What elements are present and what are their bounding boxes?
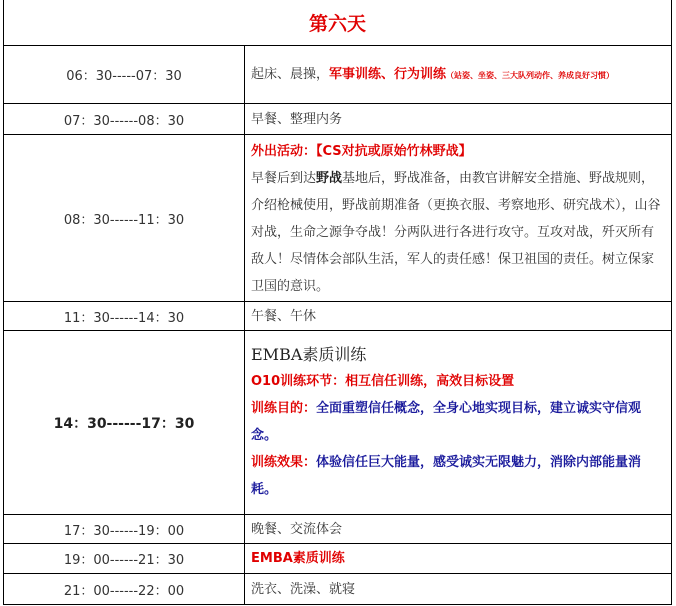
training-goal: 训练目的：全面重塑信任概念，全身心地实现目标，建立诚实守信观念。	[251, 401, 642, 443]
activity-cell	[245, 135, 672, 302]
time-cell: 17：30------19：00	[4, 515, 245, 544]
time-cell: 07：30------08：30	[4, 104, 245, 135]
table-row	[4, 515, 672, 544]
activity-cell	[245, 46, 672, 104]
activity-highlight: 军事训练、行为训练	[329, 66, 447, 82]
activity-description: 早餐后到达野战基地后，野战准备，由教官讲解安全措施、野战规则，介绍枪械使用，野战前期准备（更换衣服、考察地形、研究战术），山谷对战，生命之源争夺战！分两队进行各进行攻守。互攻对战，歼灭所有敌人！尽情体会部队生活，军人的责任感！保卫祖国的责任。树立保家卫国的意识。	[251, 171, 661, 294]
time-cell: 14：30------17：30	[4, 331, 245, 515]
activity-cell: 洗衣、洗澡、就寝	[245, 574, 672, 605]
time-cell: 11：30------14：30	[4, 302, 245, 331]
activity-note: （站姿、坐姿、三大队列动作、养成良好习惯）	[446, 70, 615, 80]
activity-cell: EMBA素质训练	[245, 544, 672, 574]
training-session: O10训练环节：相互信任训练，高效目标设置	[251, 374, 515, 389]
table-row	[4, 302, 672, 331]
activity-cell: 午餐、午休	[245, 302, 672, 331]
day-title: 第六天	[4, 0, 672, 46]
activity-cell: 早餐、整理内务	[245, 104, 672, 135]
time-cell: 19：00------21：30	[4, 544, 245, 574]
table-row	[4, 46, 672, 104]
table-row	[4, 104, 672, 135]
activity-heading: 外出活动：【CS对抗或原始竹林野战】	[251, 144, 472, 159]
activity-cell	[245, 331, 672, 515]
time-cell: 21：00------22：00	[4, 574, 245, 605]
emba-title: EMBA素质训练	[251, 345, 367, 364]
title-row	[4, 0, 672, 46]
schedule-table	[3, 0, 672, 605]
training-effect: 训练效果：体验信任巨大能量，感受诚实无限魅力，消除内部能量消耗。	[251, 455, 642, 497]
table-row	[4, 135, 672, 302]
table-row	[4, 331, 672, 515]
activity-cell: 晚餐、交流体会	[245, 515, 672, 544]
table-row	[4, 544, 672, 574]
table-row	[4, 574, 672, 605]
time-cell: 06：30-----07：30	[4, 46, 245, 104]
time-cell: 08：30------11：30	[4, 135, 245, 302]
activity-text: 起床、晨操，	[251, 66, 330, 82]
